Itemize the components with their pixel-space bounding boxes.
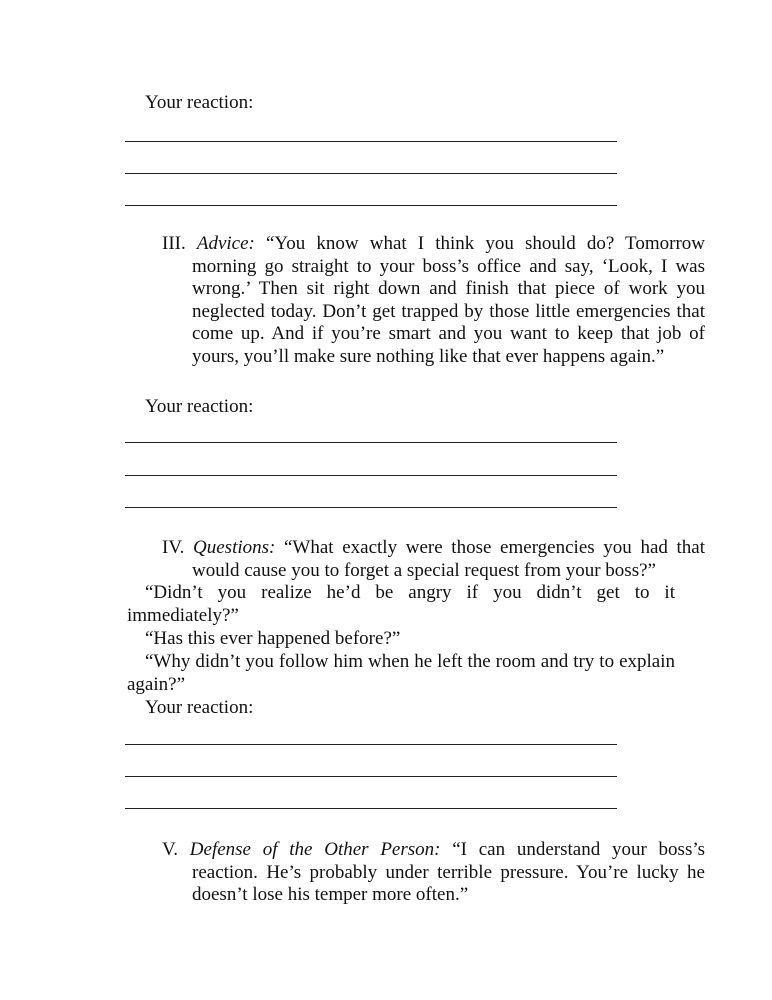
answer-line[interactable] [125,442,617,443]
item-text: “You know what I think you should do? Tomorrow morning go straight to your boss’s office and say, ‘Look, I was wrong.’ Then sit right down and finish that piece of work you neglected today. Don’t get trapped by those little emergencies that come up. And if you’re smart and you want to keep that job of yours, you’ll make sure nothing like that ever happens again.” [192,233,705,367]
item-questions [162,537,705,582]
item-numeral: V. [162,839,179,860]
answer-line[interactable] [125,744,617,745]
answer-line[interactable] [125,173,617,174]
item-text: “What exactly were those emergencies you had that would cause you to forget a special request from your boss?” [192,537,706,581]
reaction-label: Your reaction: [145,92,254,113]
reaction-label: Your reaction: [145,697,254,718]
item-numeral: III. [162,233,186,254]
item-label: Questions: [193,537,276,558]
answer-line[interactable] [125,808,617,809]
item-label: Advice: [196,233,255,254]
answer-line[interactable] [125,507,617,508]
answer-line[interactable] [125,205,617,206]
answer-line[interactable] [125,475,617,476]
item-defense [162,839,705,907]
answer-line[interactable] [125,141,617,142]
question-line: “Didn’t you realize he’d be angry if you didn’t get to it immediately?” [127,582,675,626]
answer-line[interactable] [125,776,617,777]
reaction-label: Your reaction: [145,396,254,417]
item-advice [162,233,705,369]
question-line: “Has this ever happened before?” [145,628,401,649]
item-label: Defense of the Other Person: [189,839,441,860]
question-line: “Why didn’t you follow him when he left the room and try to explain again?” [127,651,675,695]
item-text: “I can understand your boss’s reaction. He’s probably under terrible pressure. You’re lucky he doesn’t lose his temper more often.” [192,839,706,906]
item-numeral: IV. [162,537,185,558]
